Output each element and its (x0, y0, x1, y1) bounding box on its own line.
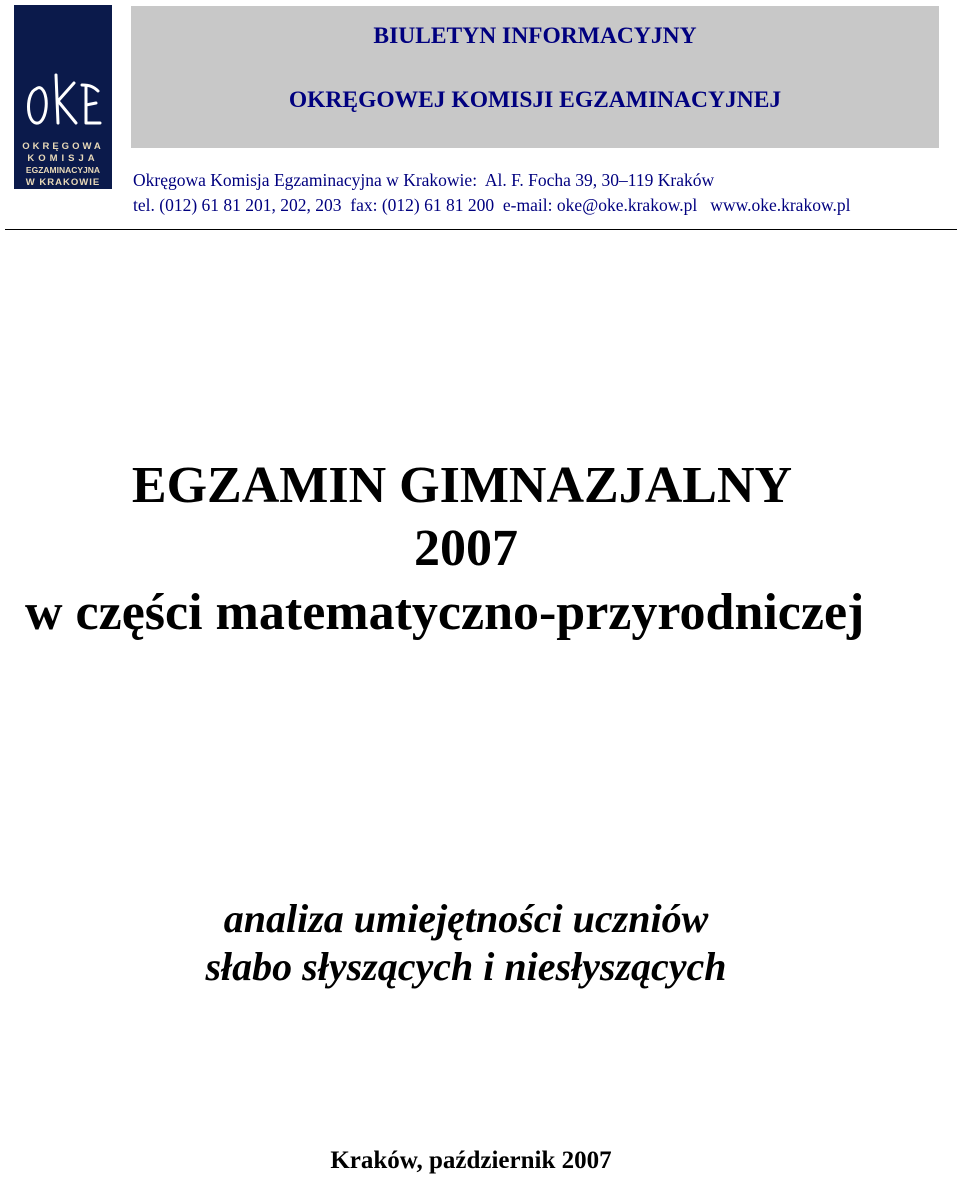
logo-text-line-4: W KRAKOWIE (25, 177, 101, 188)
oke-logo-graphic (14, 5, 112, 189)
contact-phone-email: tel. (012) 61 81 201, 202, 203 fax: (012) 61 81 200 e-mail: oke@oke.krakow.pl www.oke.krakow.pl (133, 195, 851, 215)
main-title-line-1: EGZAMIN GIMNAZJALNY (131, 457, 793, 514)
subtitle-line-2: słabo słyszących i niesłyszących (205, 944, 727, 989)
banner-title-line-1: BIULETYN INFORMACYJNY (373, 23, 697, 49)
contact-address: Okręgowa Komisja Egzaminacyjna w Krakowie: Al. F. Focha 39, 30–119 Kraków (133, 170, 715, 190)
main-title-line-3: w części matematyczno-przyrodniczej (25, 584, 865, 641)
oke-logo (14, 5, 112, 189)
header-banner (131, 6, 939, 148)
main-title-year: 2007 (414, 520, 518, 577)
subtitle-line-1: analiza umiejętności uczniów (223, 896, 709, 941)
banner-title-line-2: OKRĘGOWEJ KOMISJI EGZAMINACYJNEJ (288, 87, 782, 113)
header-divider (5, 229, 957, 230)
logo-text-line-3: EGZAMINACYJNA (25, 165, 101, 175)
logo-text-line-1: OKRĘGOWA (22, 141, 104, 152)
logo-text-line-2: KOMISJA (27, 153, 99, 164)
footer-place-date: Kraków, październik 2007 (330, 1147, 612, 1174)
